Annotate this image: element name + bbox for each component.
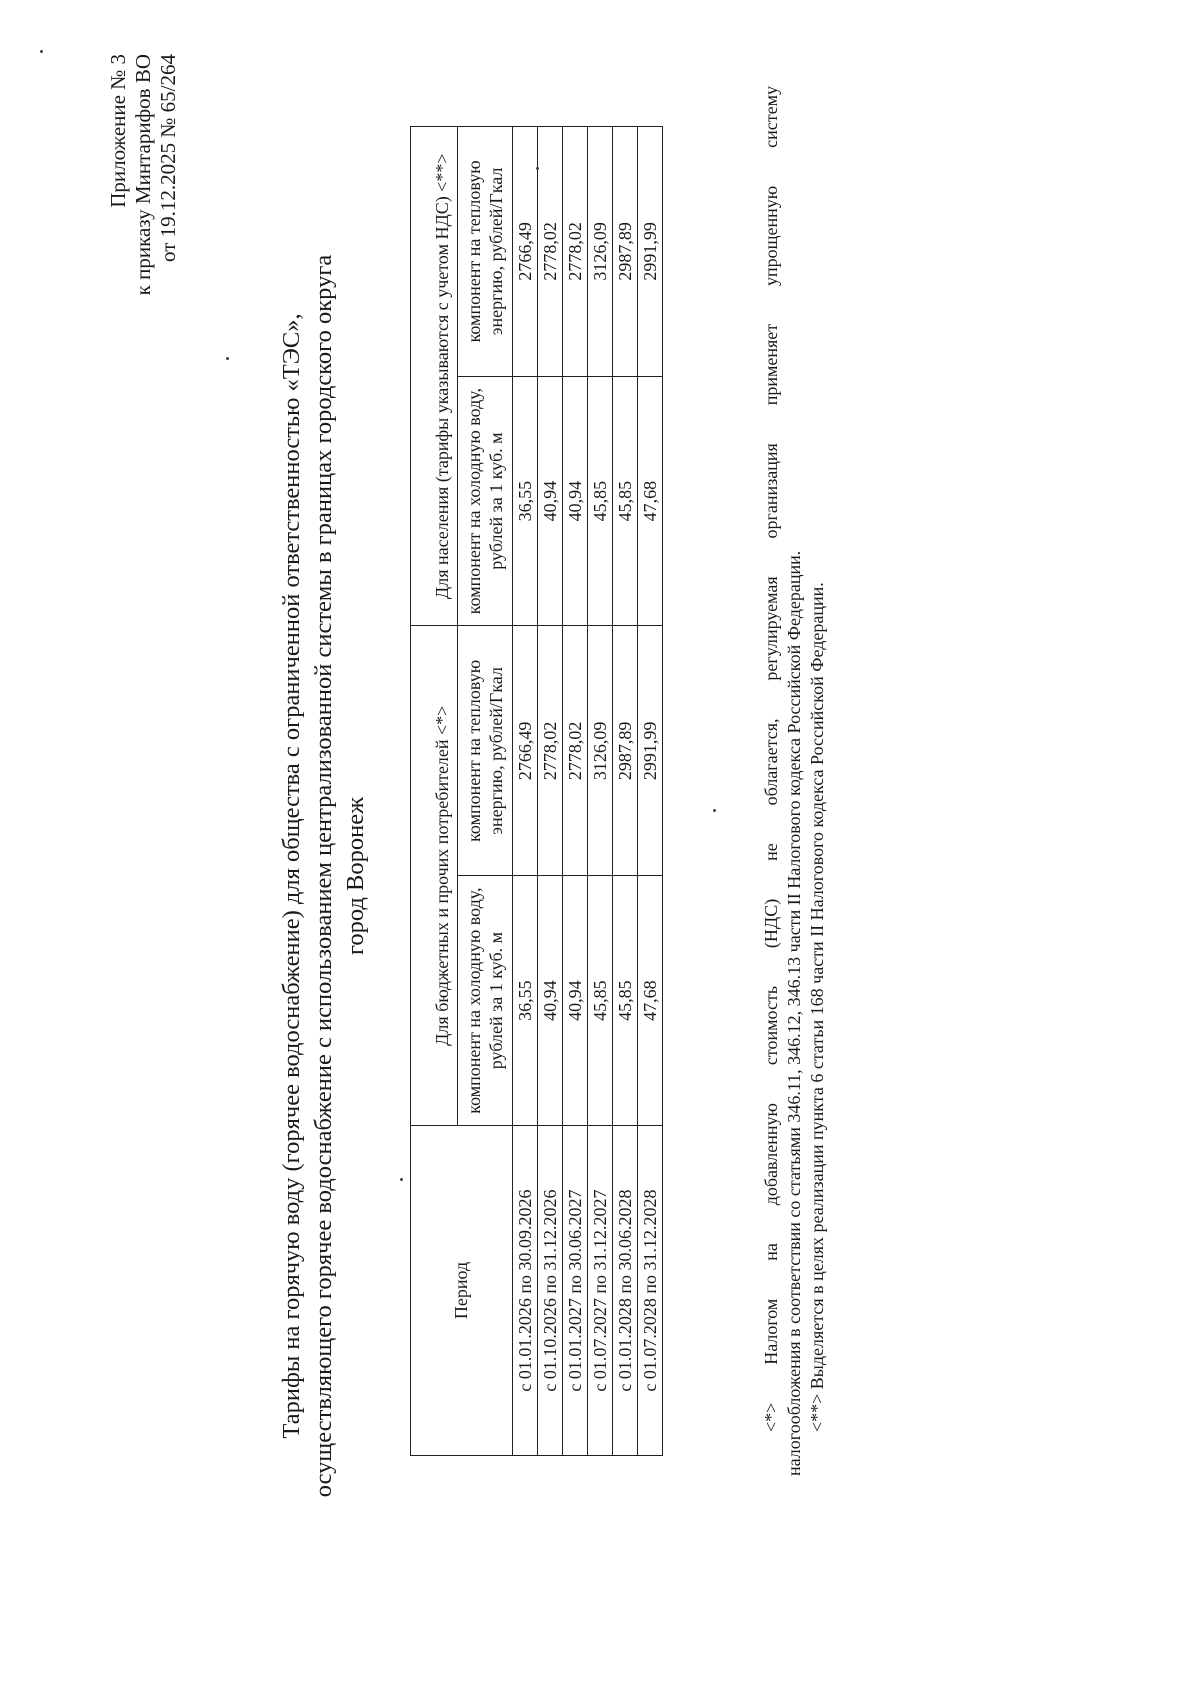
budget-consumers-header: Для бюджетных и прочих потребителей <*> [411,626,458,1126]
budget-heat-cell: 3126,09 [588,626,613,876]
table-row [538,127,563,1456]
scan-speck [400,1178,403,1181]
period-cell: с 01.07.2027 по 31.12.2027 [588,1126,613,1456]
population-heat-cell: 3126,09 [588,127,613,377]
budget-heat-cell: 2766,49 [513,626,538,876]
scan-speck [40,50,43,53]
population-heat-cell: 2766,49 [513,127,538,377]
scan-speck [713,809,716,812]
period-cell: с 01.07.2028 по 31.12.2028 [638,1126,663,1456]
appendix-header [106,54,181,654]
budget-cold-cell: 45,85 [588,876,613,1126]
footnote-2: <**> Выделяется в целях реализации пункта 6 статьи 168 части II Налогового кодекса Российской Федерации. [807,582,827,1432]
population-cold-cell: 45,85 [613,376,638,626]
budget-heat-cell: 2778,02 [563,626,588,876]
budget-cold-cell: 47,68 [638,876,663,1126]
population-cold-cell: 36,55 [513,376,538,626]
budget-heat-cell: 2991,99 [638,626,663,876]
table-row [638,127,663,1456]
period-cell: с 01.10.2026 по 31.12.2026 [538,1126,563,1456]
population-cold-water-header: компонент на холодную воду, рублей за 1 куб. м [458,376,513,626]
appendix-line-3: от 19.12.2025 № 65/264 [156,54,180,263]
budget-heat-cell: 2778,02 [538,626,563,876]
period-cell: с 01.01.2026 по 30.09.2026 [513,1126,538,1456]
appendix-line-2: к приказу Минтарифов ВО [131,54,155,296]
population-cold-cell: 40,94 [563,376,588,626]
table-row [613,127,638,1456]
document-title [276,226,372,1526]
population-header: Для населения (тарифы указываются с учетом НДС) <**> [411,127,458,627]
tariff-table [410,126,663,1456]
population-heat-cell: 2987,89 [613,127,638,377]
budget-cold-cell: 40,94 [563,876,588,1126]
table-row [513,127,538,1456]
population-heat-cell: 2991,99 [638,127,663,377]
footnote-1-line-1: <*> Налогом на добавленную стоимость (НДС) не облагается, регулируемая организация применяет упрощенную систему [761,86,781,1432]
period-cell: с 01.01.2028 по 30.06.2028 [613,1126,638,1456]
appendix-line-1: Приложение № 3 [106,54,130,208]
scan-speck [226,357,229,360]
budget-cold-cell: 40,94 [538,876,563,1126]
population-heat-cell: 2778,02 [538,127,563,377]
title-line-3: город Воронеж [342,796,369,956]
budget-cold-cell: 45,85 [613,876,638,1126]
population-heat-energy-header: компонент на тепловую энергию, рублей/Гкал [458,127,513,377]
period-cell: с 01.01.2027 по 30.06.2027 [563,1126,588,1456]
population-cold-cell: 47,68 [638,376,663,626]
population-cold-cell: 40,94 [538,376,563,626]
title-line-2: осуществляющего горячее водоснабжение с использованием централизованной системы в границах городского округа [310,254,337,1498]
table-row [588,127,613,1456]
budget-cold-water-header: компонент на холодную воду, рублей за 1 куб. м [458,876,513,1126]
population-cold-cell: 45,85 [588,376,613,626]
budget-cold-cell: 36,55 [513,876,538,1126]
title-line-1: Тарифы на горячую воду (горячее водоснабжение) для общества с ограниченной ответственностью «ТЭС», [278,313,305,1439]
table-row [563,127,588,1456]
scan-speck [536,167,539,170]
footnotes [760,86,829,1476]
footnote-1-line-2: налогообложения в соответствии со статьями 346.11, 346.12, 346.13 части II Налогового кодекса Российской Федерации. [784,550,804,1476]
period-header: Период [411,1126,513,1456]
budget-heat-energy-header: компонент на тепловую энергию, рублей/Гкал [458,626,513,876]
population-heat-cell: 2778,02 [563,127,588,377]
budget-heat-cell: 2987,89 [613,626,638,876]
